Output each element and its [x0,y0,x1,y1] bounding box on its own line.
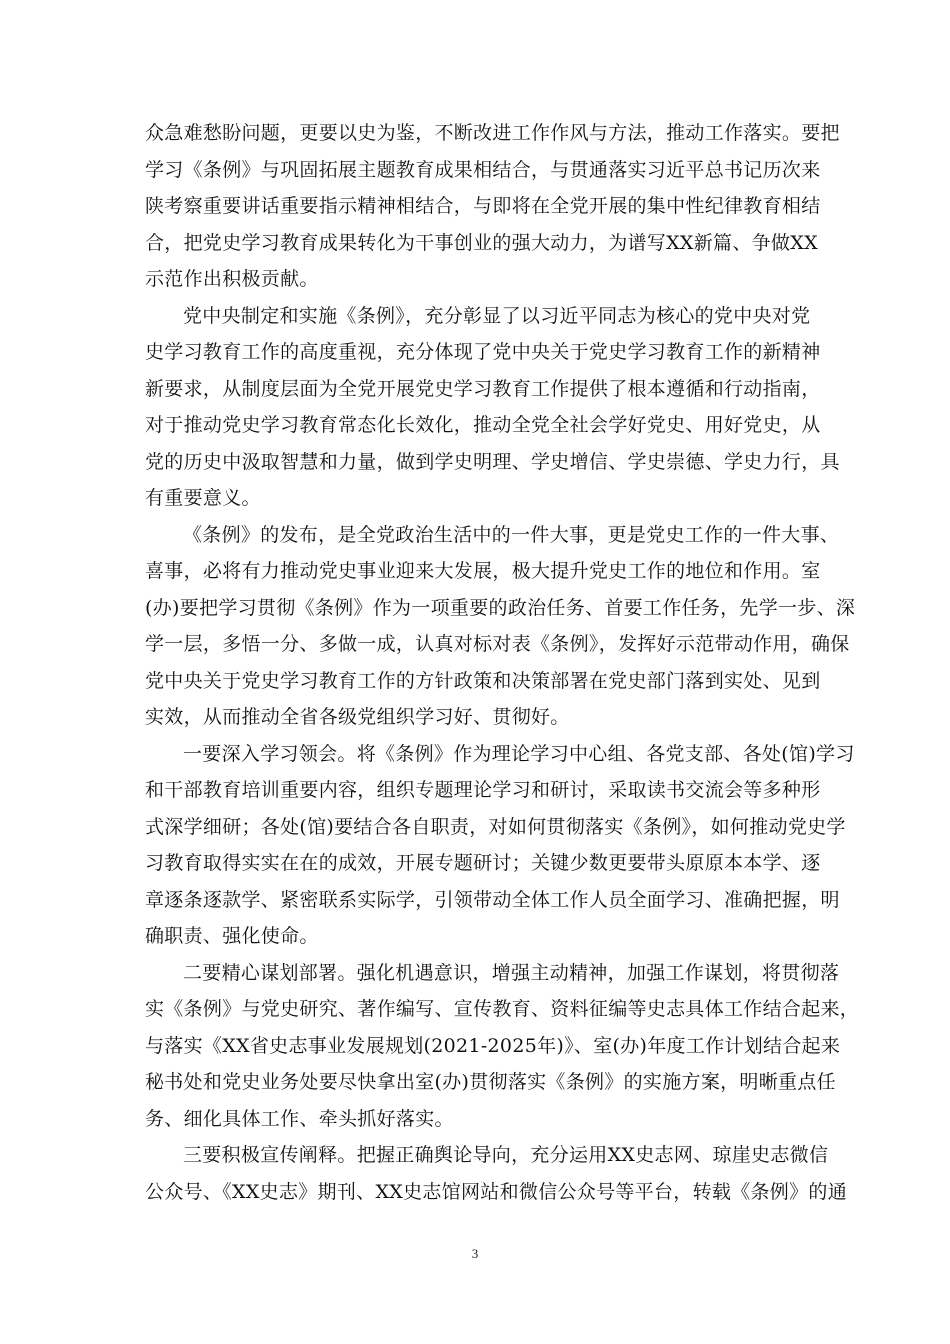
text-line: 秘书处和党史业务处要尽快拿出室(办)贯彻落实《条例》的实施方案，明晰重点任 [145,1071,836,1093]
text-line: 一要深入学习领会。将《条例》作为理论学习中心组、各党支部、各处(馆)学习 [183,742,855,765]
text-line: 实《条例》与党史研究、著作编写、宣传教育、资料征编等史志具体工作结合起来， [145,998,860,1020]
text-line: 喜事，必将有力推动党史事业迎来大发展，极大提升党史工作的地位和作用。室 [145,560,821,582]
text-line: 合，把党史学习教育成果转化为干事创业的强大动力，为谱写XX新篇、争做XX [145,231,818,254]
text-line: 党的历史中汲取智慧和力量，做到学史明理、学史增信、学史崇德、学史力行，具 [145,450,840,473]
text-line: 习教育取得实实在在的成效，开展专题研讨；关键少数更要带头原原本本学、逐 [145,852,821,874]
text-line: 示范作出积极贡献。 [145,268,319,290]
text-line: 二要精心谋划部署。强化机遇意识，增强主动精神，加强工作谋划，将贯彻落 [183,961,840,984]
text-line: 有重要意义。 [145,487,261,509]
text-line: 实效，从而推动全省各级党组织学习好、贯彻好。 [145,706,570,728]
paragraph-4 [145,736,855,955]
paragraph-3 [145,517,856,736]
document-body [145,115,860,1210]
text-line: 新要求，从制度层面为全党开展党史学习教育工作提供了根本遵循和行动指南， [145,377,821,400]
paragraph-6 [145,1137,848,1210]
text-line: 《条例》的发布，是全党政治生活中的一件大事，更是党史工作的一件大事、 [183,523,840,546]
text-line: 对于推动党史学习教育常态化长效化，推动全党全社会学好党史、用好党史，从 [145,414,821,436]
text-line: 学习《条例》与巩固拓展主题教育成果相结合，与贯通落实习近平总书记历次来 [145,158,821,181]
paragraph-2 [145,298,840,517]
text-line: 和干部教育培训重要内容，组织专题理论学习和研讨，采取读书交流会等多种形 [145,779,821,801]
paragraph-1 [145,115,840,298]
paragraph-5 [145,955,860,1138]
text-line: 章逐条逐款学、紧密联系实际学，引领带动全体工作人员全面学习、准确把握，明 [145,888,840,911]
text-line: 式深学细研；各处(馆)要结合各自职责，对如何贯彻落实《条例》，如何推动党史学 [145,815,846,838]
text-line: 确职责、强化使命。 [145,925,319,947]
page-number: 3 [471,1246,479,1261]
text-line: 务、细化具体工作、牵头抓好落实。 [145,1107,454,1130]
text-line: 党中央关于党史学习教育工作的方针政策和决策部署在党史部门落到实处、见到 [145,669,821,692]
text-line: 史学习教育工作的高度重视，充分体现了党中央关于党史学习教育工作的新精神 [145,341,821,363]
text-line: (办)要把学习贯彻《条例》作为一项重要的政治任务、首要工作任务，先学一步、深 [145,596,856,619]
text-line: 陕考察重要讲话重要指示精神相结合，与即将在全党开展的集中性纪律教育相结 [145,195,821,217]
text-line: 公众号、《XX史志》期刊、XX史志馆网站和微信公众号等平台，转载《条例》的通 [145,1180,848,1203]
text-line: 三要积极宣传阐释。把握正确舆论导向，充分运用XX史志网、琼崖史志微信 [183,1144,829,1166]
text-line: 学一层，多悟一分、多做一成，认真对标对表《条例》，发挥好示范带动作用，确保 [145,633,850,655]
text-line: 众急难愁盼问题，更要以史为鉴，不断改进工作作风与方法，推动工作落实。要把 [145,122,840,144]
text-line: 党中央制定和实施《条例》，充分彰显了以习近平同志为核心的党中央对党 [183,304,811,327]
text-line: 与落实《XX省史志事业发展规划(2021-2025年)》、室(办)年度工作计划结合起来 [145,1034,841,1057]
